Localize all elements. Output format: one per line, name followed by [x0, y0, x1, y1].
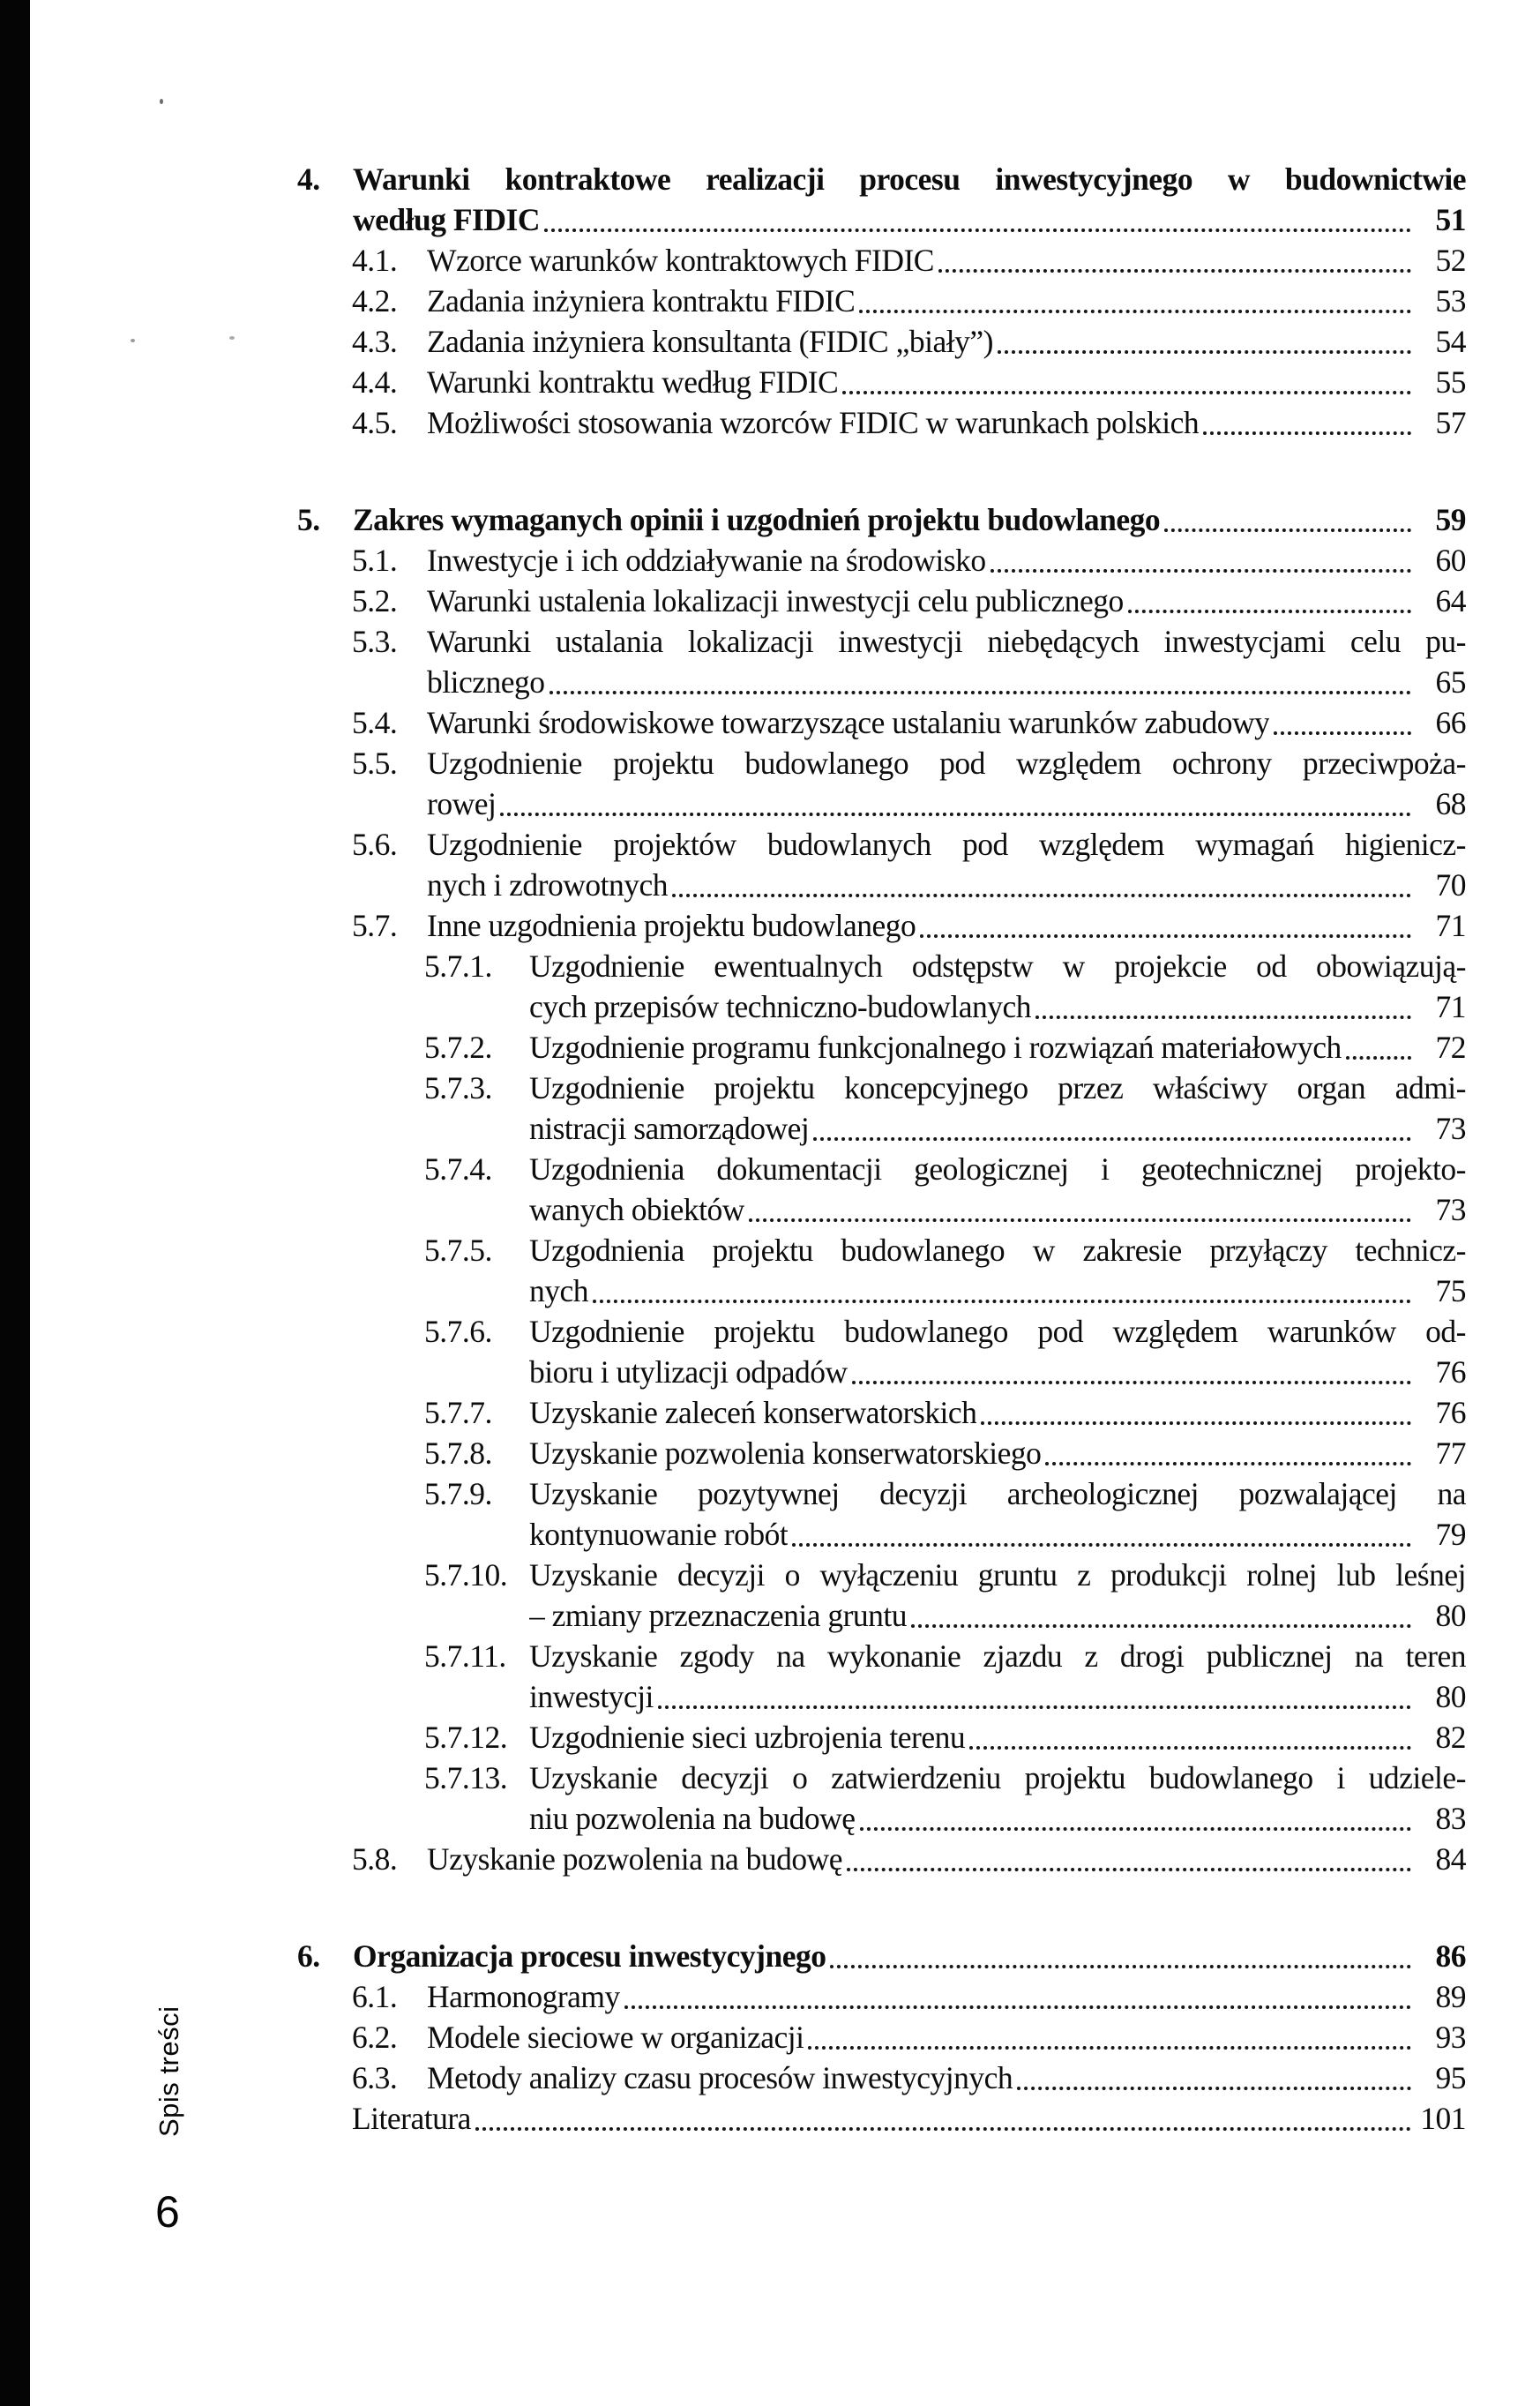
- toc-entry-lastline: [529, 1027, 1466, 1068]
- toc-entry-page: 60: [1435, 543, 1466, 578]
- toc-entry-number: 4.3.: [352, 324, 398, 359]
- dot-leader: [981, 1421, 1411, 1425]
- toc-entry-page: 57: [1435, 405, 1466, 440]
- toc-entry-page: 82: [1435, 1720, 1466, 1755]
- toc-entry-page: 80: [1435, 1598, 1466, 1633]
- toc-entry-body: [529, 1230, 1466, 1311]
- toc-entry-body: [427, 2017, 1466, 2057]
- toc-row: [0, 402, 1540, 443]
- toc-entry-lastline: [427, 865, 1466, 905]
- toc-entry-text: Uzgodnienia dokumentacji geologicznej i geotechnicznej projekto-: [529, 1151, 1466, 1187]
- dot-leader: [1045, 1462, 1411, 1465]
- toc-row: [0, 1758, 1540, 1839]
- toc-entry-page: 65: [1435, 664, 1466, 700]
- toc-entry-number: 5.5.: [352, 746, 398, 781]
- toc-entry-text: Metody analizy czasu procesów inwestycyjnych: [427, 2060, 1013, 2095]
- toc-entry-body: [529, 1392, 1466, 1433]
- toc-entry-body: [427, 402, 1466, 443]
- toc-entry-text: Uzyskanie decyzji o zatwierdzeniu projektu budowlanego i udziele-: [529, 1760, 1466, 1795]
- toc-entry-body: [352, 2098, 1466, 2139]
- dot-leader: [792, 1543, 1411, 1547]
- toc-entry-number: 5.7.6.: [424, 1314, 492, 1349]
- toc-entry-text: Inwestycje i ich oddziaływanie na środowisko: [427, 543, 986, 578]
- dot-leader: [859, 310, 1411, 313]
- toc-entry-text: Uzyskanie pozytywnej decyzji archeologicznej pozwalającej na: [529, 1476, 1466, 1511]
- toc-entry-body: [427, 281, 1466, 321]
- toc-row: [0, 1936, 1540, 1976]
- toc-entry-text: Uzgodnienie programu funkcjonalnego i rozwiązań materiałowych: [529, 1030, 1342, 1065]
- dot-leader: [830, 1965, 1411, 1968]
- toc-entry-text: cych przepisów techniczno-budowlanych: [529, 989, 1032, 1024]
- toc-entry-text: Warunki ustalania lokalizacji inwestycji niebędących inwestycjami celu pu-: [427, 624, 1466, 659]
- dot-leader: [969, 1746, 1411, 1750]
- toc-entry-page: 77: [1435, 1435, 1466, 1471]
- toc-entry-text: Inne uzgodnienia projektu budowlanego: [427, 908, 916, 943]
- toc-entry-number: 5.7.1.: [424, 948, 492, 984]
- toc-row: [0, 824, 1540, 905]
- toc-entry-text: Warunki środowiskowe towarzyszące ustalaniu warunków zabudowy: [427, 705, 1270, 740]
- toc-entry-text: blicznego: [427, 664, 545, 700]
- toc-row: [0, 1839, 1540, 1879]
- toc-entry-number: 5.7.3.: [424, 1070, 492, 1106]
- toc-row: [0, 1636, 1540, 1717]
- toc-row: [0, 1027, 1540, 1068]
- toc-entry-number: 5.: [297, 502, 320, 537]
- toc-entry-number: 5.7.2.: [424, 1030, 492, 1065]
- toc-row: [0, 1433, 1540, 1473]
- dot-leader: [1164, 528, 1411, 532]
- toc-entry-page: 71: [1435, 908, 1466, 943]
- dot-leader: [475, 2127, 1411, 2131]
- dot-leader: [593, 1300, 1411, 1303]
- toc-entry-text: Uzgodnienia projektu budowlanego w zakresie przyłączy technicz-: [529, 1233, 1466, 1268]
- toc-row: [0, 621, 1540, 702]
- toc-entry-lastline: [427, 905, 1466, 946]
- toc-row: [0, 1068, 1540, 1149]
- toc-entry-body: [427, 362, 1466, 402]
- toc-entry-text: rowej: [427, 786, 497, 821]
- toc-entry-lastline: [427, 540, 1466, 581]
- toc-entry-lastline: [427, 321, 1466, 362]
- page-number: 6: [155, 2187, 180, 2237]
- toc-entry-page: 84: [1435, 1841, 1466, 1877]
- toc-entry-number: 4.5.: [352, 405, 398, 440]
- toc-row: [0, 1555, 1540, 1636]
- toc-entry-body: [427, 1976, 1466, 2017]
- toc-row: [0, 1149, 1540, 1230]
- toc-entry-number: 5.2.: [352, 583, 398, 618]
- toc-entry-number: 6.1.: [352, 1979, 398, 2014]
- toc-entry-body: [427, 1839, 1466, 1879]
- dot-leader: [500, 813, 1411, 816]
- toc-entry-text: Wzorce warunków kontraktowych FIDIC: [427, 243, 934, 278]
- toc-row: [0, 499, 1540, 540]
- toc-entry-text: niu pozwolenia na budowę: [529, 1801, 856, 1836]
- toc-entry-text: Uzyskanie pozwolenia konserwatorskiego: [529, 1435, 1042, 1471]
- toc-row: [0, 905, 1540, 946]
- toc-entry-lastline: [427, 281, 1466, 321]
- toc-entry-lastline: [529, 1270, 1466, 1311]
- toc-row: [0, 2098, 1540, 2139]
- toc-entry-body: [427, 621, 1466, 702]
- toc-entry-body: [353, 159, 1466, 240]
- toc-entry-lastline: [427, 2017, 1466, 2057]
- toc-row: [0, 1717, 1540, 1758]
- toc-entry-text: Zakres wymaganych opinii i uzgodnień projektu budowlanego: [353, 502, 1161, 537]
- toc-entry-number: 6.2.: [352, 2020, 398, 2055]
- dot-leader: [808, 2046, 1411, 2050]
- toc-row: [0, 581, 1540, 621]
- toc-entry-text: Warunki ustalenia lokalizacji inwestycji celu publicznego: [427, 583, 1124, 618]
- toc-entry-text: Uzgodnienie ewentualnych odstępstw w projekcie od obowiązują-: [529, 948, 1466, 984]
- toc-entry-number: 6.3.: [352, 2060, 398, 2095]
- dot-leader: [991, 569, 1411, 573]
- toc-entry-lastline: [427, 581, 1466, 621]
- toc-entry-body: [529, 1149, 1466, 1230]
- dot-leader: [813, 1137, 1411, 1141]
- toc-entry-body: [353, 1936, 1466, 1976]
- toc-entry-text: według FIDIC: [353, 202, 540, 237]
- toc-entry-number: 5.7.12.: [424, 1720, 508, 1755]
- toc-entry-text: nych: [529, 1273, 589, 1308]
- toc-entry-text: Uzgodnienie sieci uzbrojenia terenu: [529, 1720, 966, 1755]
- toc-entry-body: [529, 1433, 1466, 1473]
- dot-leader: [749, 1218, 1411, 1222]
- toc-row: [0, 702, 1540, 743]
- toc-entry-page: 89: [1435, 1979, 1466, 2014]
- toc-entry-page: 68: [1435, 786, 1466, 821]
- toc-entry-text: kontynuowanie robót: [529, 1517, 789, 1552]
- dot-leader: [1035, 1016, 1411, 1019]
- toc-entry-lastline: [427, 362, 1466, 402]
- toc-row: [0, 281, 1540, 321]
- toc-entry-text: Uzgodnienie projektu budowlanego pod względem ochrony przeciwpoża-: [427, 746, 1466, 781]
- toc-entry-page: 73: [1435, 1111, 1466, 1146]
- toc-entry-lastline: [353, 499, 1466, 540]
- toc-entry-text: Uzyskanie zaleceń konserwatorskich: [529, 1395, 977, 1430]
- toc-entry-page: 83: [1435, 1801, 1466, 1836]
- toc-entry-body: [529, 1068, 1466, 1149]
- toc-entry-body: [529, 1473, 1466, 1555]
- toc-entry-body: [427, 581, 1466, 621]
- toc-entry-text: Uzyskanie zgody na wykonanie zjazdu z drogi publicznej na teren: [529, 1638, 1466, 1674]
- toc-entry-lastline: [529, 1798, 1466, 1839]
- toc-entry-lastline: [529, 1514, 1466, 1555]
- toc-entry-lastline: [529, 1676, 1466, 1717]
- toc-entry-body: [529, 1555, 1466, 1636]
- toc-entry-text: Uzyskanie pozwolenia na budowę: [427, 1841, 842, 1877]
- toc-row: [0, 1473, 1540, 1555]
- dot-leader: [624, 2005, 1411, 2009]
- toc-entry-text: bioru i utylizacji odpadów: [529, 1354, 848, 1390]
- toc-entry-number: 5.7.9.: [424, 1476, 492, 1511]
- toc-entry-page: 52: [1435, 243, 1466, 278]
- toc-entry-page: 55: [1435, 364, 1466, 400]
- toc-entry-body: [427, 240, 1466, 281]
- toc-entry-body: [529, 1758, 1466, 1839]
- dot-leader: [911, 1624, 1411, 1628]
- toc-entry-number: 5.6.: [352, 827, 398, 862]
- toc-entry-page: 51: [1435, 202, 1466, 237]
- toc-entry-text: Organizacja procesu inwestycyjnego: [353, 1938, 826, 1974]
- toc-entry-page: 75: [1435, 1273, 1466, 1308]
- dot-leader: [1203, 431, 1411, 435]
- toc-entry-body: [529, 946, 1466, 1027]
- dot-leader: [938, 269, 1411, 273]
- dot-leader: [658, 1705, 1411, 1709]
- toc-entry-lastline: [427, 1839, 1466, 1879]
- toc-entry-text: nych i zdrowotnych: [427, 867, 668, 903]
- toc-entry-page: 59: [1435, 502, 1466, 537]
- scan-speck: [131, 339, 135, 342]
- dot-leader: [1017, 2087, 1411, 2090]
- toc-entry-text: Zadania inżyniera kontraktu FIDIC: [427, 283, 856, 319]
- toc-entry-number: 4.1.: [352, 243, 398, 278]
- toc-entry-body: [427, 702, 1466, 743]
- toc-entry-lastline: [353, 199, 1466, 240]
- toc-entry-body: [427, 2057, 1466, 2098]
- dot-leader: [852, 1381, 1411, 1384]
- toc-entry-lastline: [529, 1189, 1466, 1230]
- toc-entry-text: Uzgodnienie projektu koncepcyjnego przez właściwy organ admi-: [529, 1070, 1466, 1106]
- toc-entry-lastline: [529, 1717, 1466, 1758]
- toc-entry-page: 86: [1435, 1938, 1466, 1974]
- toc-entry-lastline: [427, 662, 1466, 702]
- toc-entry-page: 93: [1435, 2020, 1466, 2055]
- toc-entry-number: 5.4.: [352, 705, 398, 740]
- toc-entry-text: Warunki kontraktowe realizacji procesu inwestycyjnego w budownictwie: [353, 161, 1466, 197]
- toc-entry-text: Uzgodnienie projektów budowlanych pod względem wymagań higienicz-: [427, 827, 1466, 862]
- toc-entry-number: 4.2.: [352, 283, 398, 319]
- toc-row: [0, 159, 1540, 240]
- toc-entry-body: [529, 1717, 1466, 1758]
- toc-entry-number: 5.3.: [352, 624, 398, 659]
- toc-entry-text: Harmonogramy: [427, 1979, 620, 2014]
- toc-entry-lastline: [529, 1108, 1466, 1149]
- toc-entry-page: 80: [1435, 1679, 1466, 1714]
- toc-row: [0, 2017, 1540, 2057]
- toc-entry-number: 5.8.: [352, 1841, 398, 1877]
- toc-entry-lastline: [427, 1976, 1466, 2017]
- toc-entry-page: 54: [1435, 324, 1466, 359]
- toc-entry-number: 5.7.11.: [424, 1638, 506, 1674]
- toc-entry-lastline: [353, 1936, 1466, 1976]
- toc-entry-page: 73: [1435, 1192, 1466, 1227]
- toc-entry-number: 5.7.10.: [424, 1557, 508, 1593]
- toc-entry-number: 5.7.7.: [424, 1395, 492, 1430]
- dot-leader: [998, 350, 1411, 354]
- toc-entry-body: [529, 1311, 1466, 1392]
- toc-row: [0, 321, 1540, 362]
- toc-entry-page: 76: [1435, 1354, 1466, 1390]
- toc-entry-page: 66: [1435, 705, 1466, 740]
- toc-entry-body: [427, 321, 1466, 362]
- toc-entry-body: [427, 540, 1466, 581]
- toc-entry-body: [427, 824, 1466, 905]
- dot-leader: [1274, 731, 1411, 735]
- dot-leader: [672, 894, 1411, 897]
- toc-entry-lastline: [427, 402, 1466, 443]
- toc-row: [0, 540, 1540, 581]
- toc-entry-lastline: [529, 1352, 1466, 1392]
- toc-entry-page: 101: [1420, 2101, 1466, 2136]
- toc-entry-lastline: [529, 1392, 1466, 1433]
- toc-row: [0, 1311, 1540, 1392]
- toc-entry-body: [529, 1636, 1466, 1717]
- toc-entry-text: nistracji samorządowej: [529, 1111, 810, 1146]
- toc-entry-lastline: [427, 702, 1466, 743]
- toc-entry-number: 5.7.: [352, 908, 398, 943]
- toc-entry-number: 5.7.13.: [424, 1760, 508, 1795]
- toc-entry-number: 6.: [297, 1938, 320, 1974]
- toc-entry-page: 79: [1435, 1517, 1466, 1552]
- toc-entry-lastline: [427, 240, 1466, 281]
- table-of-contents: [0, 159, 1540, 2139]
- toc-entry-lastline: [529, 1433, 1466, 1473]
- toc-entry-text: wanych obiektów: [529, 1192, 744, 1227]
- toc-entry-page: 95: [1435, 2060, 1466, 2095]
- dot-leader: [1346, 1056, 1411, 1060]
- toc-entry-number: 4.4.: [352, 364, 398, 400]
- toc-entry-lastline: [427, 783, 1466, 824]
- toc-entry-body: [353, 499, 1466, 540]
- toc-entry-page: 71: [1435, 989, 1466, 1024]
- toc-row: [0, 2057, 1540, 2098]
- toc-entry-lastline: [427, 2057, 1466, 2098]
- toc-entry-text: Uzgodnienie projektu budowlanego pod względem warunków od-: [529, 1314, 1466, 1349]
- dot-leader: [860, 1827, 1411, 1831]
- toc-entry-lastline: [529, 1595, 1466, 1636]
- sidebar-label: Spis treści: [153, 2005, 184, 2137]
- toc-entry-page: 76: [1435, 1395, 1466, 1430]
- scan-speck: [229, 336, 235, 340]
- toc-entry-number: 5.1.: [352, 543, 398, 578]
- dot-leader: [1128, 610, 1411, 613]
- toc-entry-lastline: [529, 986, 1466, 1027]
- toc-entry-text: Warunki kontraktu według FIDIC: [427, 364, 839, 400]
- toc-entry-number: 4.: [297, 161, 320, 197]
- toc-entry-body: [427, 743, 1466, 824]
- toc-entry-number: 5.7.4.: [424, 1151, 492, 1187]
- dot-leader: [544, 229, 1411, 232]
- dot-leader: [842, 391, 1411, 394]
- toc-entry-text: Zadania inżyniera konsultanta (FIDIC „biały”): [427, 324, 993, 359]
- toc-entry-text: – zmiany przeznaczenia gruntu: [529, 1598, 908, 1633]
- toc-row: [0, 946, 1540, 1027]
- toc-entry-text: Możliwości stosowania wzorców FIDIC w warunkach polskich: [427, 405, 1200, 440]
- dot-leader: [920, 934, 1411, 938]
- toc-entry-text: inwestycji: [529, 1679, 654, 1714]
- toc-entry-text: Literatura: [352, 2101, 471, 2136]
- toc-entry-number: 5.7.8.: [424, 1435, 492, 1471]
- toc-row: [0, 743, 1540, 824]
- toc-entry-lastline: [352, 2098, 1466, 2139]
- toc-entry-page: 72: [1435, 1030, 1466, 1065]
- toc-row: [0, 1230, 1540, 1311]
- toc-entry-body: [529, 1027, 1466, 1068]
- dot-leader: [549, 691, 1412, 694]
- toc-entry-page: 70: [1435, 867, 1466, 903]
- toc-row: [0, 1392, 1540, 1433]
- toc-entry-body: [427, 905, 1466, 946]
- dot-leader: [847, 1868, 1411, 1871]
- toc-entry-text: Modele sieciowe w organizacji: [427, 2020, 804, 2055]
- toc-entry-text: Uzyskanie decyzji o wyłączeniu gruntu z produkcji rolnej lub leśnej: [529, 1557, 1466, 1593]
- toc-entry-page: 53: [1435, 283, 1466, 319]
- toc-entry-number: 5.7.5.: [424, 1233, 492, 1268]
- toc-row: [0, 362, 1540, 402]
- toc-entry-page: 64: [1435, 583, 1466, 618]
- scan-speck: [160, 99, 163, 104]
- toc-row: [0, 1976, 1540, 2017]
- toc-row: [0, 240, 1540, 281]
